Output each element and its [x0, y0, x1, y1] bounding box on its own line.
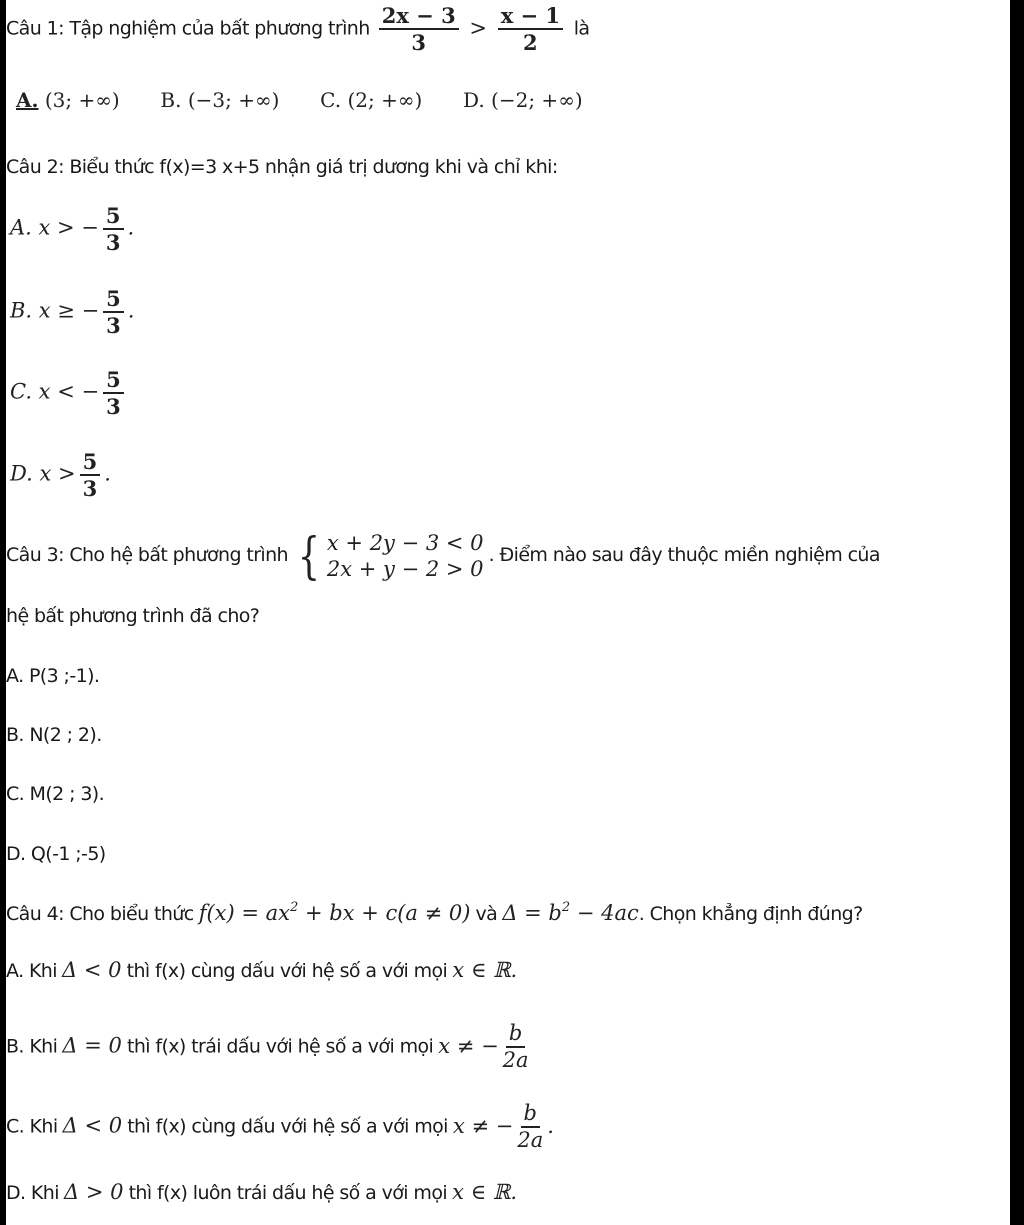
q4-opt-a-mid: thì f(x) cùng dấu với hệ số a với mọi: [126, 960, 448, 982]
q1-label: Câu 1: Tập nghiệm của bất phương trình: [6, 17, 370, 40]
q4-opt-b-fraction: [503, 1022, 529, 1072]
q2-opt-b-fraction: [103, 287, 124, 337]
document-page: [6, 0, 1010, 1225]
q2-opt-c-num: 5: [103, 368, 124, 394]
q3-brace: {: [297, 527, 321, 586]
q4-opt-a-math: x ∈ ℝ.: [452, 958, 518, 982]
q4-delta-expr: Δ = b: [502, 901, 562, 925]
q2-opt-b-num: 5: [103, 287, 124, 313]
q1-opt-a-letter[interactable]: A.: [16, 88, 39, 112]
q3-tail: . Điểm nào sau đây thuộc miền nghiệm của: [488, 543, 880, 566]
q4-opt-d-cond: Δ > 0: [63, 1180, 124, 1204]
q2-opt-c-den: 3: [106, 394, 121, 420]
q4-delta-sup: 2: [561, 900, 571, 915]
q2-opt-b-den: 3: [106, 313, 121, 339]
q4-delta: [502, 901, 638, 925]
q4-opt-c-pre: C. Khi: [6, 1115, 58, 1138]
q4-opt-a-pre: A. Khi: [6, 960, 57, 982]
q2-opt-a-num: 5: [103, 204, 124, 230]
q1-opt-a[interactable]: (3; +∞): [44, 88, 120, 112]
q4-expr: f(x) = ax: [198, 901, 290, 925]
q4-opt-d-pre: D. Khi: [6, 1182, 59, 1204]
q4-expr-sup: 2: [290, 900, 299, 915]
q4-opt-b-math-group: [438, 1021, 532, 1073]
q4-delta-rest: − 4ac: [570, 901, 639, 925]
q2-opt-a-tail: .: [127, 215, 135, 240]
q4-opt-c-mid: thì f(x) cùng dấu với hệ số a với mọi: [127, 1115, 448, 1138]
q1-lhs-num: 2x − 3: [379, 4, 459, 30]
q3-opt-a[interactable]: A. P(3 ;-1).: [6, 665, 100, 687]
q4-opt-a[interactable]: [6, 958, 517, 982]
q2-opt-c[interactable]: [10, 368, 128, 418]
q3-opt-b[interactable]: B. N(2 ; 2).: [6, 724, 102, 746]
q1-opt-c[interactable]: C. (2; +∞): [320, 88, 423, 112]
q4-opt-b-pre: B. Khi: [6, 1035, 58, 1058]
q4-expression: [199, 901, 471, 925]
q2-opt-d[interactable]: [10, 450, 111, 500]
q4-opt-d-math: x ∈ ℝ.: [452, 1180, 517, 1204]
q2-opt-d-prefix: D. x >: [10, 461, 76, 486]
q2-opt-a-prefix: A. x > −: [10, 215, 99, 240]
q1-rhs-den: 2: [523, 30, 538, 56]
question-4: [6, 900, 863, 925]
q2-opt-d-den: 3: [82, 476, 98, 502]
q1-rhs-fraction: [498, 4, 563, 54]
q1-inequality: [375, 3, 574, 56]
q2-opt-c-fraction: [103, 368, 124, 418]
q4-opt-c[interactable]: [6, 1102, 554, 1152]
q4-opt-c-cond: Δ < 0: [62, 1113, 123, 1138]
q4-opt-c-num: b: [521, 1102, 540, 1128]
q1-op: >: [469, 15, 487, 40]
q4-opt-b[interactable]: [6, 1022, 533, 1072]
q4-and: và: [475, 903, 498, 925]
q1-opt-b[interactable]: B. (−3; +∞): [160, 88, 280, 112]
q3-label-line-2: hệ bất phương trình đã cho?: [6, 605, 260, 627]
q1-opt-d[interactable]: D. (−2; +∞): [463, 88, 583, 112]
right-frame-border: [1010, 0, 1024, 1225]
q4-opt-c-tail: .: [547, 1113, 554, 1138]
q1-options: [16, 88, 583, 112]
q2-opt-b-tail: .: [127, 298, 135, 323]
question-1: [6, 4, 589, 54]
q4-opt-c-den: 2a: [517, 1128, 544, 1153]
q1-lhs-den: 3: [411, 30, 427, 56]
q2-opt-c-prefix: C. x < −: [10, 379, 100, 404]
q4-opt-b-math: x ≠ −: [438, 1033, 499, 1058]
q2-opt-d-tail: .: [104, 461, 111, 486]
q2-opt-a-den: 3: [105, 230, 121, 256]
q4-opt-d-mid: thì f(x) luôn trái dấu hệ số a với mọi: [128, 1182, 448, 1204]
q1-lhs-fraction: [379, 4, 459, 54]
q4-opt-c-math-group: [452, 1101, 554, 1153]
q4-opt-d[interactable]: [6, 1180, 517, 1204]
q2-opt-d-fraction: [80, 450, 101, 500]
q2-opt-a-fraction: [103, 204, 124, 254]
q4-expr-rest: + bx + c(a ≠ 0): [298, 901, 471, 925]
q1-rhs-num: x − 1: [498, 4, 563, 30]
q2-opt-d-num: 5: [80, 450, 101, 476]
q4-opt-b-cond: Δ = 0: [62, 1033, 122, 1058]
q1-tail: là: [573, 17, 590, 40]
q4-question: . Chọn khẳng định đúng?: [638, 903, 863, 925]
q4-opt-c-fraction: [517, 1102, 543, 1152]
q2-opt-b[interactable]: [10, 287, 134, 337]
q3-label: Câu 3: Cho hệ bất phương trình: [6, 543, 288, 566]
q3-opt-c[interactable]: C. M(2 ; 3).: [6, 783, 105, 805]
q3-system: [293, 527, 484, 586]
question-3: [6, 527, 880, 586]
q3-line-2: 2x + y − 2 > 0: [326, 557, 484, 582]
q3-opt-d[interactable]: D. Q(-1 ;-5): [6, 843, 106, 865]
q4-label: Câu 4: Cho biểu thức: [6, 903, 194, 925]
q2-label: Câu 2: Biểu thức f(x)=3 x+5 nhận giá trị dương khi và chỉ khi:: [6, 156, 558, 178]
q3-line-1: x + 2y − 3 < 0: [326, 531, 484, 555]
q4-opt-b-den: 2a: [502, 1048, 529, 1073]
q3-system-lines: [327, 530, 484, 583]
q4-opt-b-mid: thì f(x) trái dấu với hệ số a với mọi: [126, 1035, 434, 1058]
q4-opt-a-cond: Δ < 0: [62, 958, 122, 982]
q4-opt-b-num: b: [506, 1022, 525, 1048]
q2-opt-b-prefix: B. x ≥ −: [10, 298, 100, 323]
q2-opt-a[interactable]: [10, 204, 134, 254]
q4-opt-c-math: x ≠ −: [452, 1113, 514, 1138]
